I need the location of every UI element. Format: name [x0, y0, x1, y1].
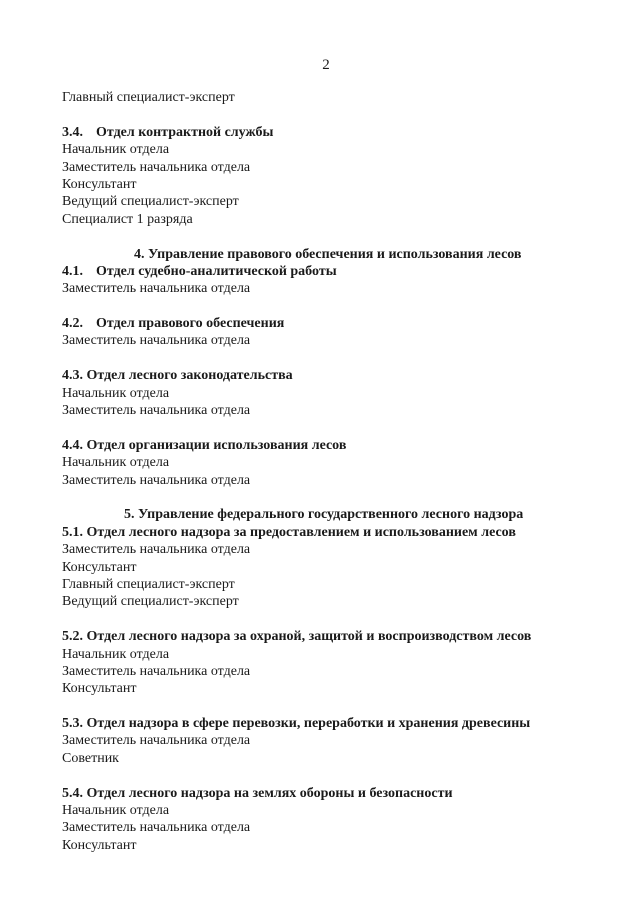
position-line: Заместитель начальника отдела — [62, 820, 251, 836]
spacer — [62, 611, 602, 628]
position-line: Начальник отдела — [62, 385, 170, 401]
position-line: Заместитель начальника отдела — [62, 663, 251, 679]
position-line: Заместитель начальника отдела — [62, 733, 251, 749]
subsection-number: 3.4. — [62, 124, 83, 140]
subsection-5-4 — [62, 785, 602, 855]
spacer — [62, 350, 602, 367]
section-heading-5: 5. Управление федерального государственного лесного надзора — [124, 507, 524, 523]
position-line: Советник — [62, 750, 119, 766]
position-line: Начальник отдела — [62, 803, 170, 819]
position-line: Начальник отдела — [62, 455, 170, 471]
spacer — [62, 489, 602, 506]
subsection-4-4 — [62, 437, 602, 489]
subsection-heading — [62, 263, 602, 280]
section-heading-4: 4. Управление правового обеспечения и использования лесов — [134, 246, 522, 262]
subsection-heading — [62, 315, 602, 332]
page-number: 2 — [322, 57, 330, 73]
subsection-5-1 — [62, 524, 602, 611]
subsection-heading: 5.4. Отдел лесного надзора на землях обороны и безопасности — [62, 785, 453, 801]
spacer — [62, 698, 602, 715]
position-line: Главный специалист-эксперт — [62, 576, 235, 592]
position-line: Начальник отдела — [62, 142, 170, 158]
subsection-4-2 — [62, 315, 602, 350]
position-line: Заместитель начальника отдела — [62, 542, 251, 558]
spacer — [62, 767, 602, 784]
position-line: Специалист 1 разряда — [62, 211, 193, 227]
subsection-number: 4.1. — [62, 263, 83, 279]
subsection-heading: 5.2. Отдел лесного надзора за охраной, защитой и воспроизводством лесов — [62, 629, 532, 645]
subsection-4-1 — [62, 263, 602, 298]
position-line: Начальник отдела — [62, 646, 170, 662]
subsection-heading: 5.1. Отдел лесного надзора за предоставлением и использованием лесов — [62, 524, 516, 540]
position-line: Заместитель начальника отдела — [62, 403, 251, 419]
spacer — [62, 298, 602, 315]
subsection-title: Отдел правового обеспечения — [96, 316, 285, 332]
intro-line: Главный специалист-эксперт — [62, 90, 235, 105]
position-line: Консультант — [62, 176, 137, 192]
spacer — [62, 106, 602, 123]
subsection-heading — [62, 124, 602, 141]
position-line: Заместитель начальника отдела — [62, 159, 251, 175]
document-body — [62, 89, 602, 854]
subsection-4-3 — [62, 367, 602, 419]
position-line: Заместитель начальника отдела — [62, 472, 251, 488]
position-line: Заместитель начальника отдела — [62, 281, 251, 297]
position-line: Заместитель начальника отдела — [62, 333, 251, 349]
subsection-3-4 — [62, 124, 602, 228]
subsection-title: Отдел контрактной службы — [96, 124, 274, 140]
subsection-number: 4.2. — [62, 316, 83, 332]
position-line: Ведущий специалист-эксперт — [62, 194, 239, 210]
spacer — [62, 419, 602, 436]
subsection-5-3 — [62, 715, 602, 767]
position-line: Консультант — [62, 681, 137, 697]
position-line: Консультант — [62, 837, 137, 853]
position-line: Консультант — [62, 559, 137, 575]
subsection-5-2 — [62, 628, 602, 698]
subsection-heading: 4.4. Отдел организации использования лесов — [62, 437, 347, 453]
subsection-heading: 4.3. Отдел лесного законодательства — [62, 368, 293, 384]
subsection-title: Отдел судебно-аналитической работы — [96, 263, 337, 279]
position-line: Ведущий специалист-эксперт — [62, 594, 239, 610]
subsection-heading: 5.3. Отдел надзора в сфере перевозки, переработки и хранения древесины — [62, 716, 531, 732]
spacer — [62, 228, 602, 245]
